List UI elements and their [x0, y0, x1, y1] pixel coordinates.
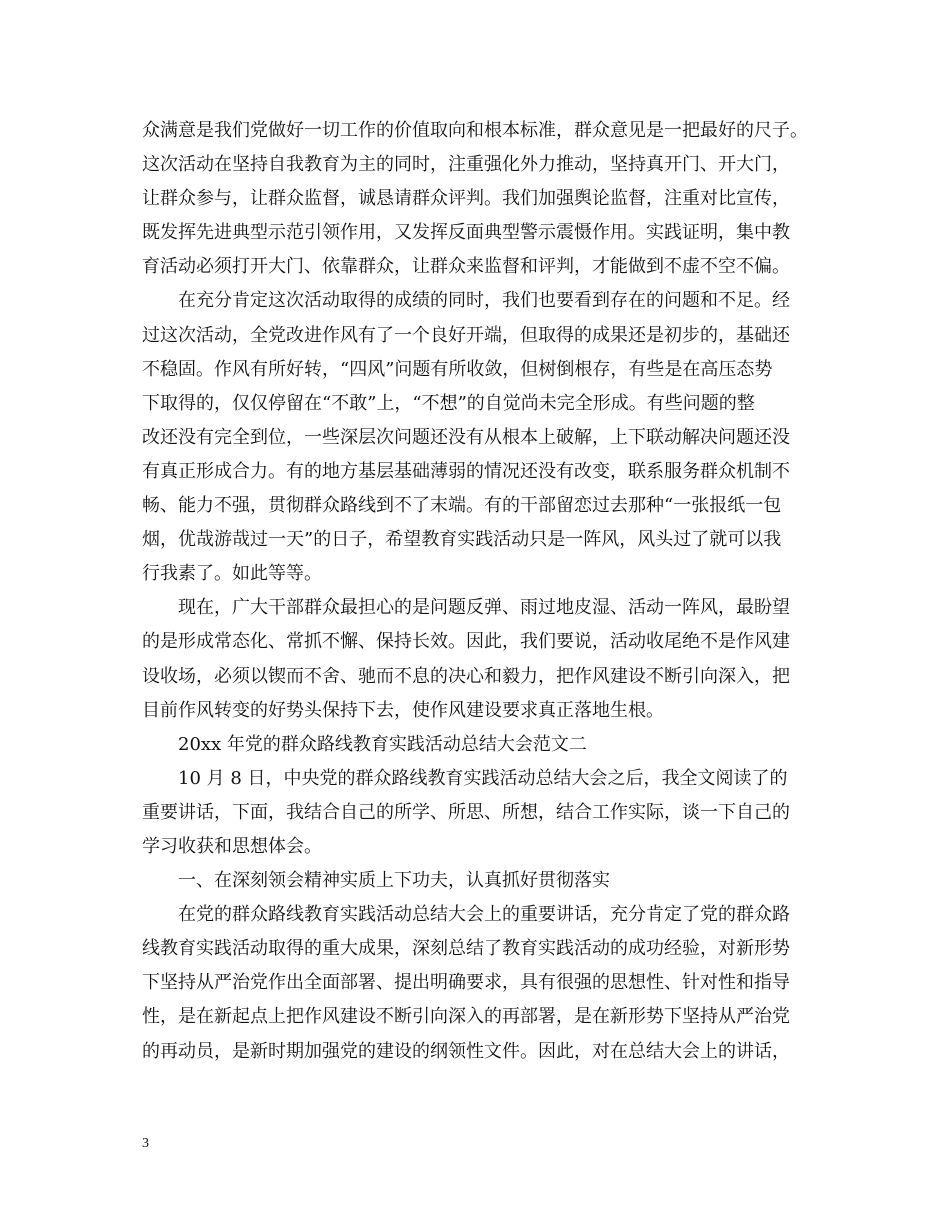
text-line: 改还没有完全到位，一些深层次问题还没有从根本上破解，上下联动解决问题还没 — [142, 426, 790, 448]
text-line: 有真正形成合力。有的地方基层基础薄弱的情况还没有改变，联系服务群众机制不 — [142, 460, 790, 482]
text-line: 畅、能力不强，贯彻群众路线到不了末端。有的干部留恋过去那种“一张报纸一包 — [142, 495, 782, 517]
text-line: 一、在深刻领会精神实质上下功夫，认真抓好贯彻落实 — [178, 870, 610, 892]
text-line: 的再动员，是新时期加强党的建设的纲领性文件。因此，对在总结大会上的讲话， — [142, 1040, 790, 1062]
text-line: 烟，优哉游哉过一天”的日子，希望教育实践活动只是一阵风，风头过了就可以我 — [142, 529, 782, 551]
text-line: 现在，广大干部群众最担心的是问题反弹、雨过地皮湿、活动一阵风，最盼望 — [178, 597, 790, 619]
text-line: 20xx 年党的群众路线教育实践活动总结大会范文二 — [178, 733, 587, 755]
text-line: 在充分肯定这次活动取得的成绩的同时，我们也要看到存在的问题和不足。经 — [178, 290, 790, 312]
text-line: 让群众参与，让群众监督，诚恳请群众评判。我们加强舆论监督，注重对比宣传， — [142, 188, 790, 210]
text-line: 下取得的，仅仅停留在“不敢”上，“不想”的自觉尚未完全形成。有些问题的整 — [142, 392, 755, 414]
text-line: 行我素了。如此等等。 — [142, 563, 322, 585]
text-line: 下坚持从严治党作出全面部署、提出明确要求，具有很强的思想性、针对性和指导 — [142, 972, 790, 994]
document-body — [142, 114, 832, 1069]
text-line: 10 月 8 日，中央党的群众路线教育实践活动总结大会之后，我全文阅读了的 — [178, 767, 788, 789]
text-line: 目前作风转变的好势头保持下去，使作风建设要求真正落地生根。 — [142, 699, 664, 721]
text-line: 的是形成常态化、常抓不懈、保持长效。因此，我们要说，活动收尾绝不是作风建 — [142, 631, 790, 653]
text-line: 线教育实践活动取得的重大成果，深刻总结了教育实践活动的成功经验，对新形势 — [142, 938, 790, 960]
text-line: 不稳固。作风有所好转，“四风”问题有所收敛，但树倒根存，有些是在高压态势 — [142, 358, 773, 380]
text-line: 性，是在新起点上把作风建设不断引向深入的再部署，是在新形势下坚持从严治党 — [142, 1006, 790, 1028]
text-line: 这次活动在坚持自我教育为主的同时，注重强化外力推动，坚持真开门、开大门， — [142, 154, 790, 176]
page-number: 3 — [142, 1136, 149, 1151]
text-line: 学习收获和思想体会。 — [142, 835, 322, 857]
text-line: 在党的群众路线教育实践活动总结大会上的重要讲话，充分肯定了党的群众路 — [178, 904, 790, 926]
text-line: 过这次活动，全党改进作风有了一个良好开端，但取得的成果还是初步的，基础还 — [142, 324, 790, 346]
text-line: 众满意是我们党做好一切工作的价值取向和根本标准，群众意见是一把最好的尺子。 — [142, 120, 808, 141]
text-line: 设收场，必须以锲而不舍、驰而不息的决心和毅力，把作风建设不断引向深入，把 — [142, 665, 790, 687]
text-line: 重要讲话，下面，我结合自己的所学、所思、所想，结合工作实际，谈一下自己的 — [142, 801, 790, 823]
text-line: 既发挥先进典型示范引领作用，又发挥反面典型警示震慑作用。实践证明，集中教 — [142, 222, 790, 244]
text-line: 育活动必须打开大门、依靠群众，让群众来监督和评判，才能做到不虚不空不偏。 — [142, 256, 790, 278]
